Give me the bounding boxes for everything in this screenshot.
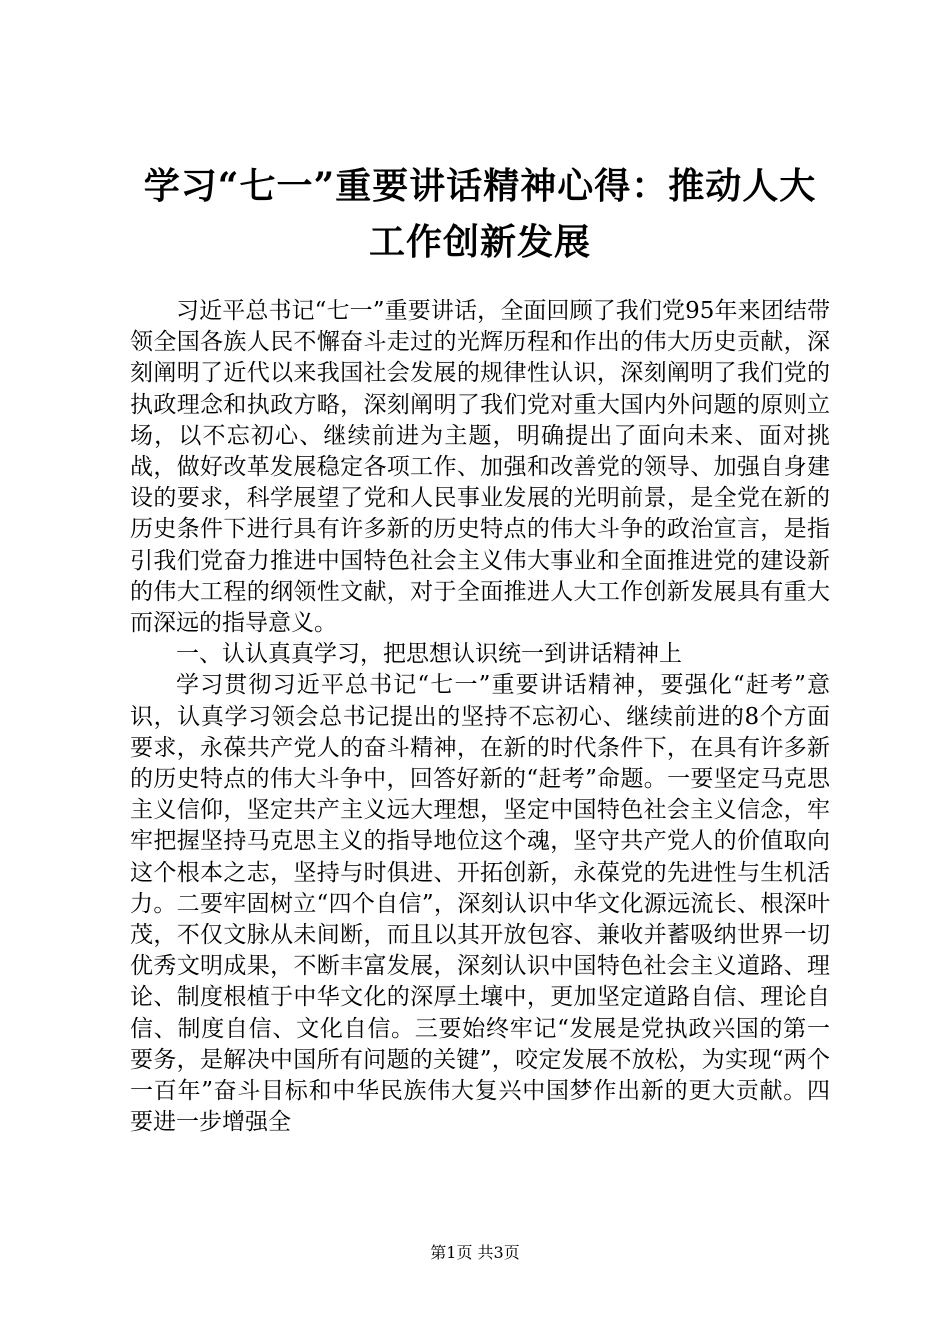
page-footer: 第1页 共3页 <box>430 1243 520 1262</box>
paragraph-intro: 习近平总书记“七一”重要讲话，全面回顾了我们党95年来团结带领全国各族人民不懈奋斗走过的光辉历程和作出的伟大历史贡献，深刻阐明了近代以来我国社会发展的规律性认识，深刻阐明了我们党的执政理念和执政方略，深刻阐明了我们党对重大国内外问题的原则立场，以不忘初心、继续前进为主题，明确提出了面向未来、面对挑战，做好改革发展稳定各项工作、加强和改善党的领导、加强自身建设的要求，科学展望了党和人民事业发展的光明前景，是全党在新的历史条件下进行具有许多新的历史特点的伟大斗争的政治宣言，是指引我们党奋力推进中国特色社会主义伟大事业和全面推进党的建设新的伟大工程的纲领性文献，对于全面推进人大工作创新发展具有重大而深远的指导意义。 <box>130 298 830 637</box>
document-body <box>130 296 830 1138</box>
paragraph-section-1: 学习贯彻习近平总书记“七一”重要讲话精神，要强化“赶考”意识，认真学习领会总书记提出的坚持不忘初心、继续前进的8个方面要求，永葆共产党人的奋斗精神，在新的时代条件下，在具有许多新的历史特点的伟大斗争中，回答好新的“赶考”命题。一要坚定马克思主义信仰，坚定共产主义远大理想，坚定中国特色社会主义信念，牢牢把握坚持马克思主义的指导地位这个魂，坚守共产党人的价值取向这个根本之志，坚持与时俱进、开拓创新，永葆党的先进性与生机活力。二要牢固树立“四个自信”，深刻认识中华文化源远流长、根深叶茂，不仅文脉从未间断，而且以其开放包容、兼收并蓄吸纳世界一切优秀文明成果，不断丰富发展，深刻认识中国特色社会主义道路、理论、制度根植于中华文化的深厚土壤中，更加坚定道路自信、理论自信、制度自信、文化自信。三要始终牢记“发展是党执政兴国的第一要务，是解决中国所有问题的关键”，咬定发展不放松，为实现“两个一百年”奋斗目标和中华民族伟大复兴中国梦作出新的更大贡献。四要进一步增强全 <box>130 672 830 1136</box>
document-title: 学习“七一”重要讲话精神心得：推动人大工作创新发展 <box>143 165 817 263</box>
section-heading-1: 一、认认真真学习，把思想认识统一到讲话精神上 <box>176 641 682 668</box>
